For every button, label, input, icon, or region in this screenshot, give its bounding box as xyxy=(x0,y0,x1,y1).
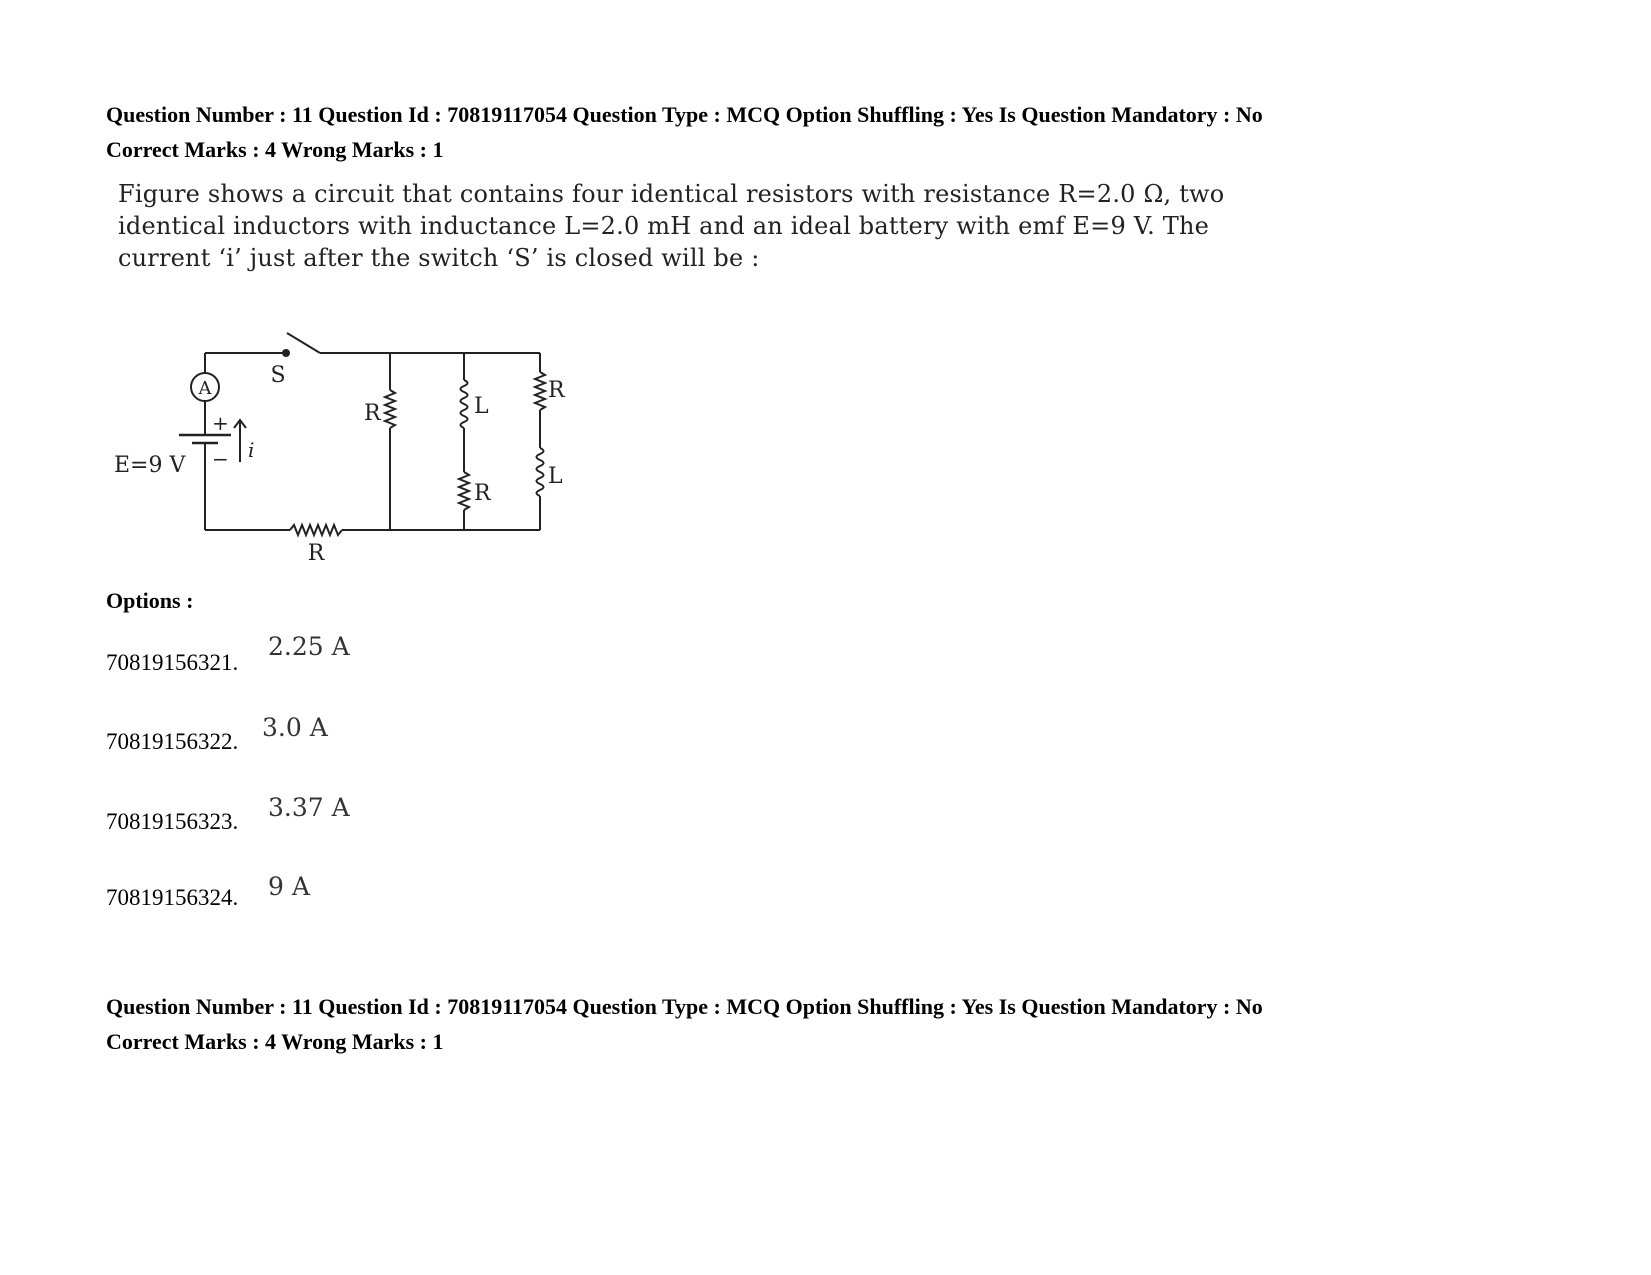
branch-inductor-label: L xyxy=(474,394,489,419)
branch-resistor-2 xyxy=(459,472,469,510)
option-value: 3.37 A xyxy=(268,793,350,822)
option-id: 70819156321. xyxy=(106,650,239,675)
bottom-resistor xyxy=(290,525,342,535)
option-value: 3.0 A xyxy=(262,713,328,742)
right-resistor xyxy=(535,372,545,410)
question-text-line: Figure shows a circuit that contains four identical resistors with resistance R=2.0 Ω, two xyxy=(118,180,1225,208)
bottom-resistor-label: R xyxy=(307,541,325,566)
options-title: Options : xyxy=(106,588,194,613)
question-meta-line: Question Number : 11 Question Id : 70819117054 Question Type : MCQ Option Shuffling : Yes Is Question Mandatory : No xyxy=(106,994,1263,1019)
question-header xyxy=(106,97,1263,167)
question-text xyxy=(118,178,1225,274)
option-value: 2.25 A xyxy=(268,632,350,661)
switch-pivot xyxy=(282,349,290,357)
marks-line: Correct Marks : 4 Wrong Marks : 1 xyxy=(106,137,444,162)
question-text-line: current ‘i’ just after the switch ‘S’ is closed will be : xyxy=(118,244,760,272)
right-inductor-label: L xyxy=(548,464,563,489)
question-header-repeat xyxy=(106,989,1263,1059)
right-resistor-label: R xyxy=(548,378,565,403)
option-value: 9 A xyxy=(268,872,310,901)
marks-line: Correct Marks : 4 Wrong Marks : 1 xyxy=(106,1029,444,1054)
circuit-diagram xyxy=(112,320,632,580)
ammeter-label: A xyxy=(198,378,212,399)
branch-inductor xyxy=(461,380,468,428)
question-meta-line: Question Number : 11 Question Id : 70819117054 Question Type : MCQ Option Shuffling : Yes Is Question Mandatory : No xyxy=(106,102,1263,127)
current-label: i xyxy=(248,438,255,462)
option-id: 70819156323. xyxy=(106,809,239,834)
switch-blade xyxy=(287,333,320,353)
branch-resistor-label: R xyxy=(364,401,381,426)
battery-plus-label: + xyxy=(212,411,229,435)
right-inductor xyxy=(537,448,544,496)
battery-label: E=9 V xyxy=(114,453,186,478)
branch-resistor-2-label: R xyxy=(474,481,491,506)
battery-minus-label: − xyxy=(212,447,229,471)
switch-label: S xyxy=(270,363,286,388)
question-text-line: identical inductors with inductance L=2.0 mH and an ideal battery with emf E=9 V. The xyxy=(118,212,1210,240)
branch-resistor xyxy=(385,390,395,428)
option-id: 70819156322. xyxy=(106,729,239,754)
option-id: 70819156324. xyxy=(106,885,239,910)
